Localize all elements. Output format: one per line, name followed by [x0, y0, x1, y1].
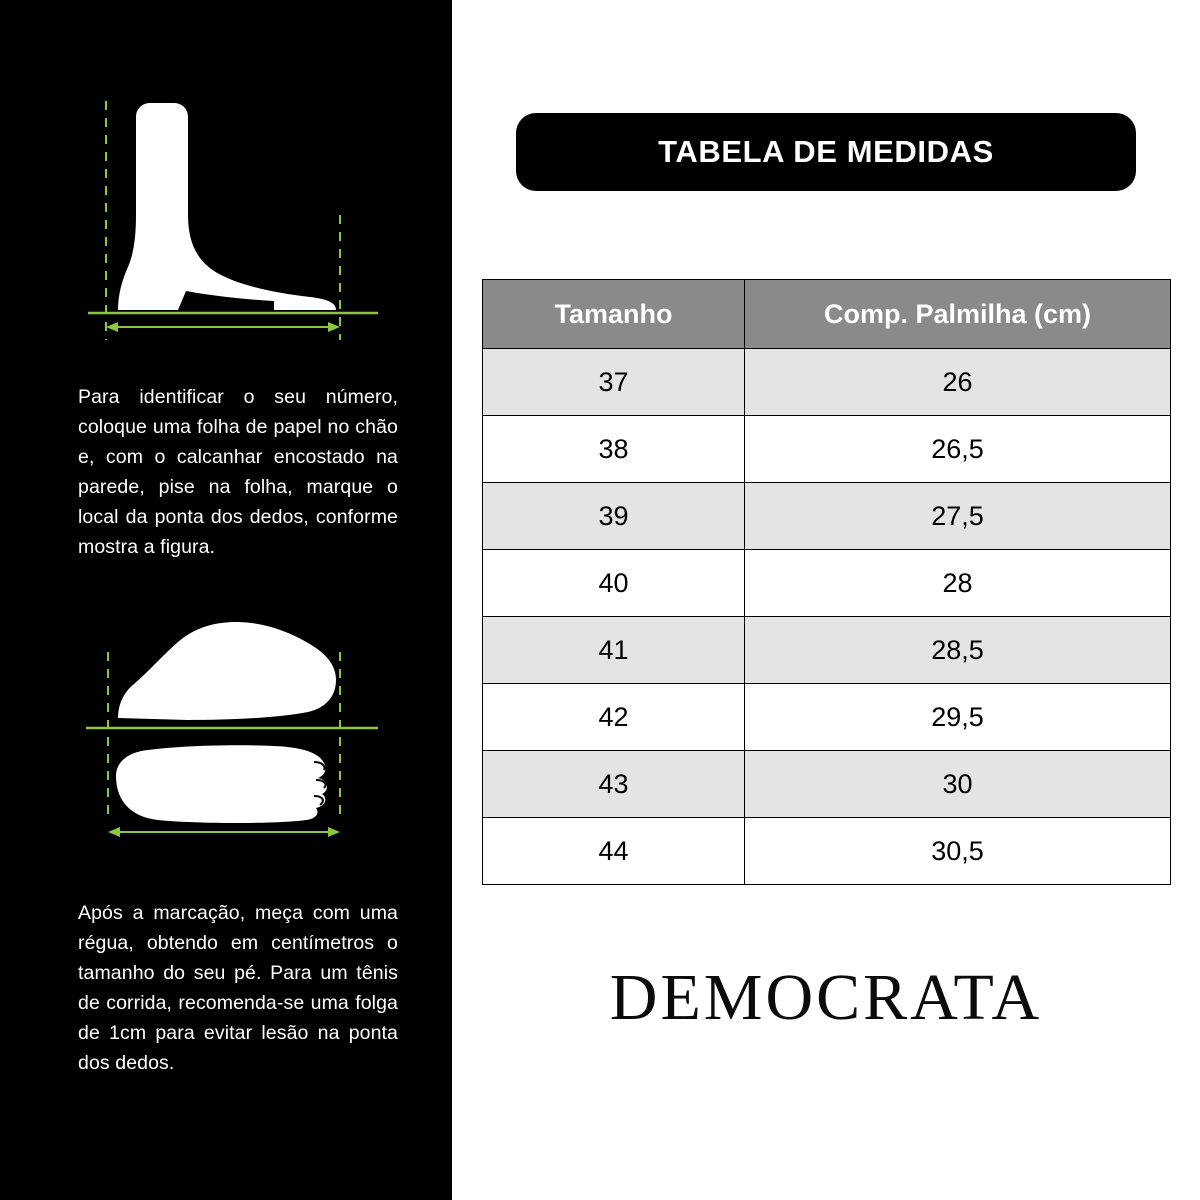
table-row [483, 550, 1171, 617]
instruction-text-1: Para identificar o seu número, coloque uma folha de papel no chão e, com o calcanhar encostado na parede, pise na folha, marque o local da ponta dos dedos, conforme mostra a figura. [78, 385, 398, 558]
page-title-text: TABELA DE MEDIDAS [658, 134, 994, 169]
cell-size: 38 [483, 416, 745, 483]
size-table-container [482, 279, 1170, 885]
cell-insole: 28 [745, 550, 1171, 617]
page-title [516, 113, 1136, 191]
table-body [483, 349, 1171, 885]
instructions-panel [0, 0, 452, 1200]
table-row [483, 483, 1171, 550]
cell-size: 40 [483, 550, 745, 617]
cell-size: 37 [483, 349, 745, 416]
table-row [483, 349, 1171, 416]
cell-size: 42 [483, 684, 745, 751]
brand-logo: DEMOCRATA [609, 961, 1043, 1034]
cell-insole: 30 [745, 751, 1171, 818]
cell-insole: 26,5 [745, 416, 1171, 483]
table-header-row [483, 280, 1171, 349]
cell-insole: 30,5 [745, 818, 1171, 885]
cell-size: 44 [483, 818, 745, 885]
cell-insole: 28,5 [745, 617, 1171, 684]
cell-insole: 26 [745, 349, 1171, 416]
cell-insole: 29,5 [745, 684, 1171, 751]
table-row [483, 684, 1171, 751]
column-header-insole-length: Comp. Palmilha (cm) [745, 280, 1171, 349]
column-header-size: Tamanho [483, 280, 745, 349]
cell-size: 43 [483, 751, 745, 818]
table-row [483, 416, 1171, 483]
table-row [483, 818, 1171, 885]
table-row [483, 617, 1171, 684]
table-row [483, 751, 1171, 818]
side-view-foot-diagram [78, 95, 398, 360]
cell-size: 39 [483, 483, 745, 550]
side-and-top-view-foot-diagram [78, 600, 398, 865]
instruction-text-2: Após a marcação, meça com uma régua, obtendo em centímetros o tamanho do seu pé. Para um tênis de corrida, recomenda-se uma folga de 1cm para evitar lesão na ponta dos dedos. [78, 901, 398, 1074]
size-table [482, 279, 1171, 885]
measurements-panel [452, 0, 1200, 1200]
cell-insole: 27,5 [745, 483, 1171, 550]
cell-size: 41 [483, 617, 745, 684]
